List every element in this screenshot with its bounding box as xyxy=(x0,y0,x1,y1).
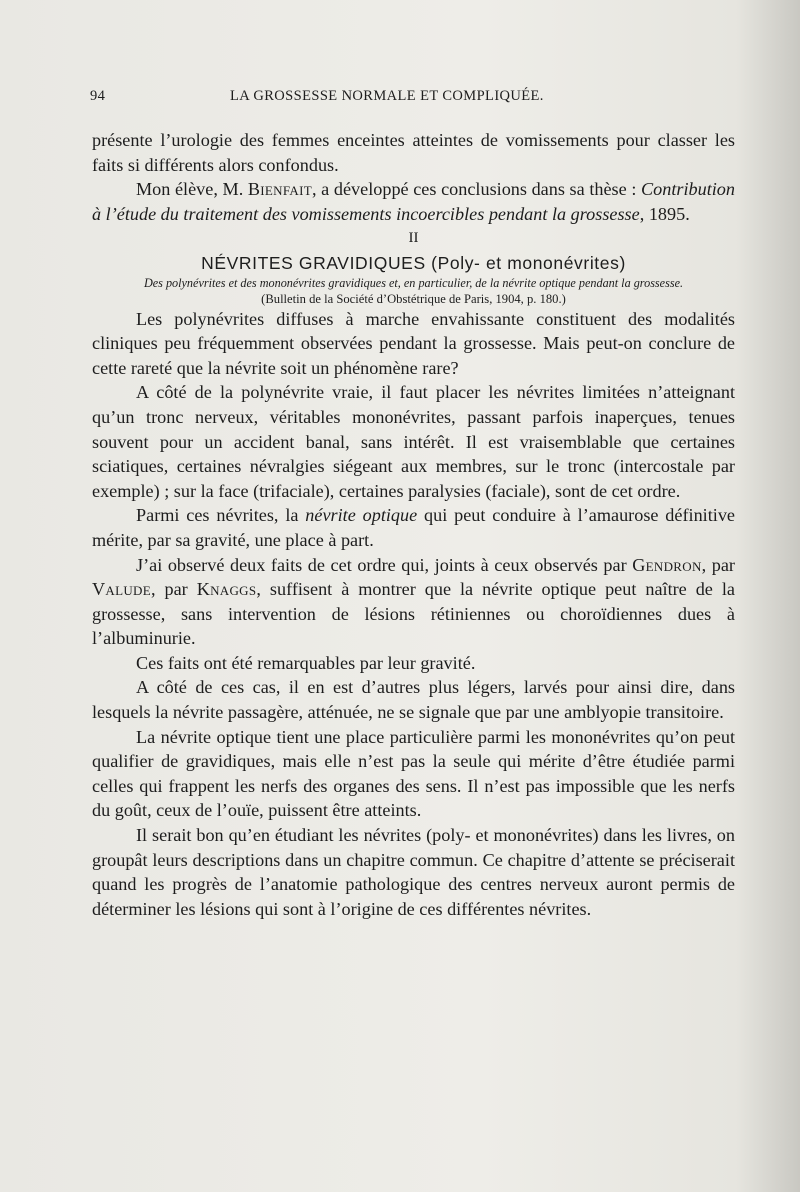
paragraph-5: Ces faits ont été remarquables par leur gravité. xyxy=(136,652,476,673)
author-name-gendron: Gendron xyxy=(632,554,702,575)
section-reference: (Bulletin de la Société d’Obstétrique de Paris, 1904, p. 180.) xyxy=(261,291,566,306)
paragraph-6: A côté de ces cas, il en est d’autres plus légers, larvés pour ainsi dire, dans lesquels la névrite passagère, atténuée, ne se signale que par une amblyopie transitoire. xyxy=(92,677,735,723)
paragraph-4-text-d: , suffisent à montrer que la névrite optique peut naître de la grossesse, sans intervention de lésions rétiniennes ou choroïdiennes dues à l’albuminurie. xyxy=(92,579,735,649)
paragraph-4-text-c: , par xyxy=(150,579,197,600)
page-number: 94 xyxy=(90,88,106,104)
emphasis-nevrite-optique: névrite optique xyxy=(305,505,418,526)
section-title: NÉVRITES GRAVIDIQUES (Poly- et mononévrites) xyxy=(201,252,626,273)
paragraph-7: La névrite optique tient une place particulière parmi les mononévrites qu’on peut qualifier de gravidiques, mais elle n’est pas la seule qui mérite d’être étudiée parmi celles qui frappent les nerfs des organes des sens. Il n’est pas impossible que les nerfs du goût, ceux de l’ouïe, puissent être atteints. xyxy=(92,726,735,821)
paragraph-3-text-a: Parmi ces névrites, la xyxy=(136,505,306,526)
paragraph-4 xyxy=(92,553,735,651)
paragraph-8: Il serait bon qu’en étudiant les névrites (poly- et mononévrites) dans les livres, on groupât leurs descriptions dans un chapitre commun. Ce chapitre d’attente se préciserait quand les progrès de l’anatomie pathologique des centres nerveux auront permis de déterminer les lésions qui sont à l’origine de ces différentes névrites. xyxy=(92,825,735,919)
page-body xyxy=(92,128,735,921)
paragraph-3-text-b: qui peut conduire à l’amaurose définitive mérite, par sa gravité, une place à part. xyxy=(92,505,736,550)
paragraph-1: Les polynévrites diffuses à marche envahissante constituent des modalités cliniques peu fréquemment observées pendant la grossesse. Mais peut-on conclure de cette rareté que la névrite soit un phénomène rare? xyxy=(92,308,735,378)
intro-text-c: , 1895. xyxy=(639,203,690,224)
thesis-title: Contribution à l’étude du traitement des vomissements incoercibles pendant la grossesse xyxy=(92,179,735,224)
author-name-knaggs: Knaggs xyxy=(196,579,257,600)
author-name-bienfait: Bienfait xyxy=(247,179,312,200)
paragraph-2: A côté de la polynévrite vraie, il faut placer les névrites limitées n’atteignant qu’un tronc nerveux, véritables mononévrites, passant parfois inaperçues, tenues souvent pour un accident banal, sans intérêt. Il est vraisemblable que certaines sciatiques, certaines névralgies siégeant aux membres, sur le tronc (intercostale par exemple) ; sur la face (trifaciale), certaines paralysies (faciale), sont de cet ordre. xyxy=(92,382,735,501)
section-number: II xyxy=(408,230,419,247)
section-subtitle: Des polynévrites et des mononévrites gravidiques et, en particulier, de la névrite optique pendant la grossesse. xyxy=(143,275,684,290)
author-name-valude: Valude xyxy=(92,579,151,600)
paragraph-4-text-b: , par xyxy=(701,554,735,575)
intro-text-a: Mon élève, M. xyxy=(136,179,248,200)
intro-paragraph-1: présente l’urologie des femmes enceintes atteintes de vomissements pour classer les faits si différents alors confondus. xyxy=(92,130,735,175)
intro-paragraph-2 xyxy=(92,177,735,226)
paragraph-3 xyxy=(92,503,735,552)
running-title: LA GROSSESSE NORMALE ET COMPLIQUÉE. xyxy=(230,88,544,104)
intro-text-b: , a développé ces conclusions dans sa thèse : xyxy=(312,179,642,200)
paragraph-4-text-a: J’ai observé deux faits de cet ordre qui, joints à ceux observés par xyxy=(136,554,633,575)
